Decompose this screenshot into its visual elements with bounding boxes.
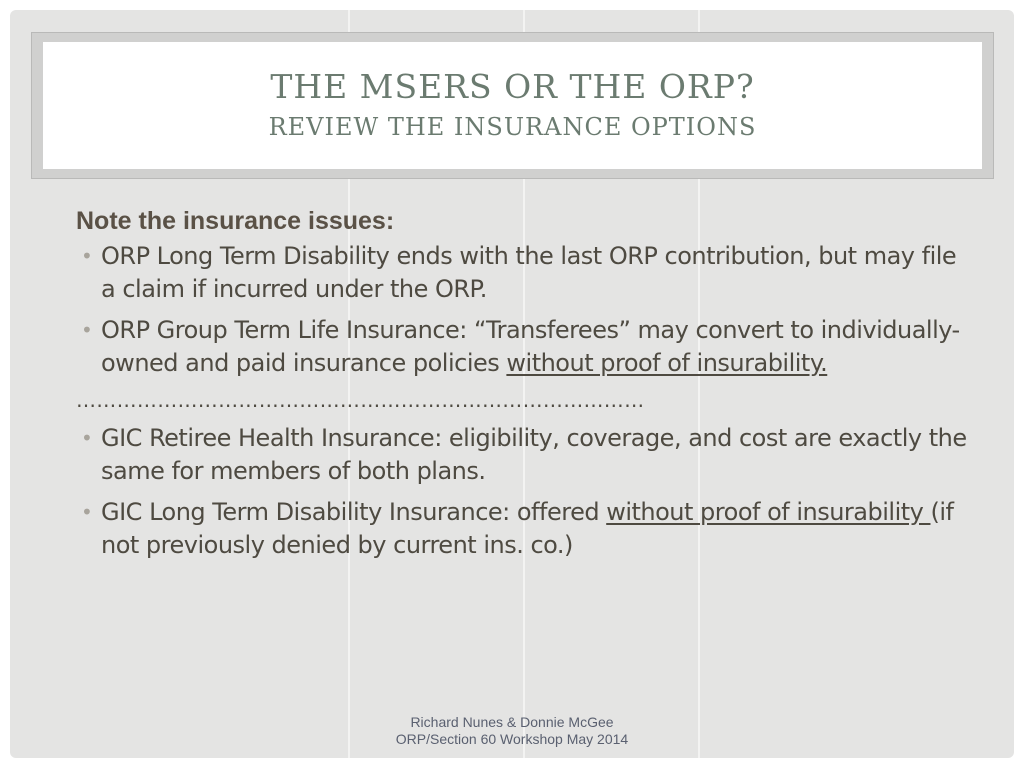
bullet-icon: • [81,244,93,268]
slide-subtitle: REVIEW THE INSURANCE OPTIONS [268,113,757,141]
title-box [43,42,982,169]
separator-dots: ………………………………………………………………………… [76,388,645,412]
bullet-text: GIC Long Term Disability Insurance: offered [101,498,607,526]
bullet-item [76,240,976,306]
bullet-item [76,314,976,380]
bullet-icon: • [81,318,93,342]
footer-event: ORP/Section 60 Workshop May 2014 [395,731,629,747]
slide [10,10,1014,758]
content-area [76,206,976,570]
bullet-text: GIC Retiree Health Insurance: eligibility, coverage, and cost are exactly the same for members of both plans. [101,424,967,485]
slide-title: THE MSERS OR THE ORP? [270,67,755,106]
bullet-icon: • [81,500,93,524]
bullet-text: ORP Long Term Disability ends with the last ORP contribution, but may file a claim if incurred under the ORP. [101,242,957,303]
underlined-text: without proof of insurability. [506,349,828,377]
underlined-text: without proof of insurability [606,498,931,526]
bullet-item [76,422,976,488]
bullet-icon: • [81,426,93,450]
footer-authors: Richard Nunes & Donnie McGee [410,714,614,730]
bullet-text: ORP Group Term Life Insurance: “Transferees” may convert to individually-owned and paid insurance policies [101,316,960,377]
bullet-item [76,496,976,562]
title-frame [31,32,994,179]
section-heading: Note the insurance issues: [76,207,395,235]
bullet-text-end: (if not previously denied by current ins. co.) [101,498,954,559]
footer [10,714,1014,748]
